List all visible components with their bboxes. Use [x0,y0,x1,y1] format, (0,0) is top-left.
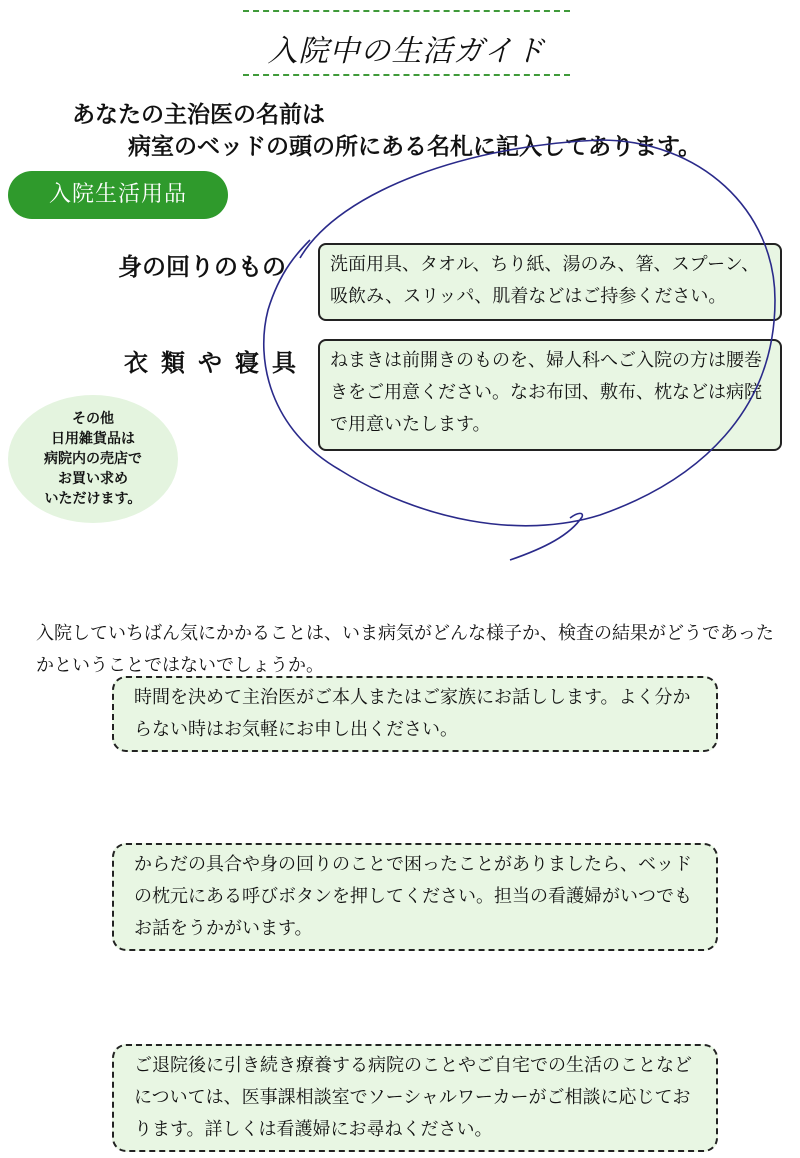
discharge-note-box [112,1044,718,1152]
consult-note-text: 時間を決めて主治医がご本人またはご家族にお話しします。よく分からない時はお気軽にお申し出ください。 [134,687,691,740]
page-title: 入院中の生活ガイド [267,34,546,69]
personal-items-text: 洗面用具、タオル、ちり紙、湯のみ、箸、スプーン、吸飲み、スリッパ、肌着などはご持参ください。 [330,254,760,307]
doctor-notice-line-2: 病室のベッドの頭の所にある名札に記入してあります。 [128,133,702,160]
title-rule-bottom [243,74,570,76]
clothing-bedding-text: ねまきは前開きのものを、婦人科へご入院の方は腰巻きをご用意ください。なお布団、敷布、枕などは病院で用意いたします。 [330,350,762,435]
shop-note-bubble [8,395,178,523]
supplies-section-label: 入院生活用品 [8,171,228,219]
consultation-intro: 入院していちばん気にかかることは、いま病気がどんな様子か、検査の結果がどうであったかということではないでしょうか。 [36,623,774,676]
call-button-note-box [112,843,718,951]
consult-note-box [112,676,718,752]
title-rule-top [243,10,570,12]
clothing-bedding-label: 衣類や寝具 [124,348,309,377]
discharge-note-text: ご退院後に引き続き療養する病院のことやご自宅での生活のことなどについては、医事課相談室でソーシャルワーカーがご相談に応じております。詳しくは看護婦にお尋ねください。 [134,1055,692,1140]
doctor-notice-line-1: あなたの主治医の名前は [72,101,325,128]
personal-items-box [318,243,782,321]
call-button-note-text: からだの具合や身の回りのことで困ったことがありましたら、ベッドの枕元にある呼びボタンを押してください。担当の看護婦がいつでもお話をうかがいます。 [134,854,692,939]
personal-items-label: 身の回りのもの [118,252,286,281]
shop-note-text: その他 日用雑貨品は 病院内の売店で お買い求め いただけます。 [44,411,142,507]
clothing-bedding-box [318,339,782,451]
